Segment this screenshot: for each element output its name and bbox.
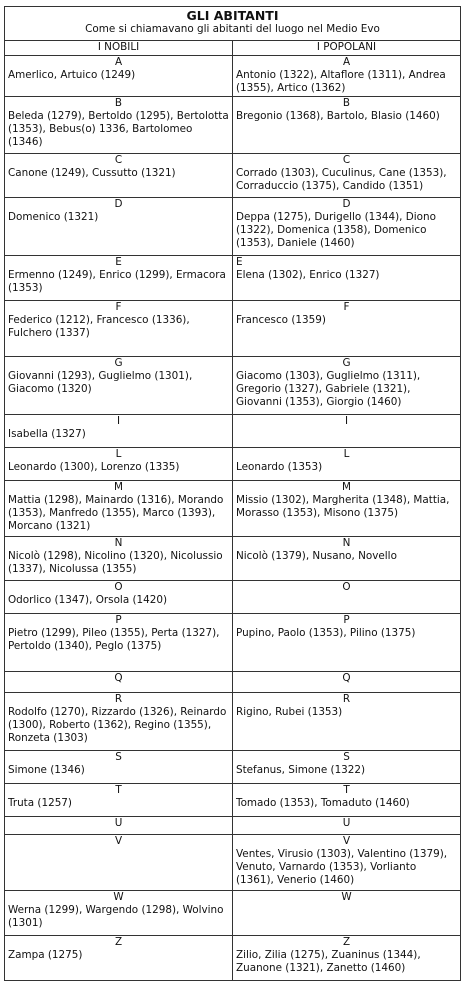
letter-heading: C	[342, 153, 351, 166]
letter-heading: M	[342, 481, 351, 494]
names-list: Leonardo (1353)	[236, 460, 323, 473]
table-row	[5, 356, 461, 414]
nobili-cell	[5, 613, 233, 671]
table-row	[5, 197, 461, 255]
popolani-cell	[233, 356, 461, 414]
names-list: Bregonio (1368), Bartolo, Blasio (1460)	[236, 109, 440, 122]
names-list: Domenico (1321)	[8, 210, 99, 223]
popolani-cell	[233, 935, 461, 980]
letter-heading: R	[114, 693, 123, 706]
names-list: Zampa (1275)	[8, 948, 83, 961]
letter-heading: E	[115, 255, 122, 268]
nobili-cell	[5, 153, 233, 197]
letter-heading: L	[115, 447, 122, 460]
nobili-cell	[5, 96, 233, 153]
letter-heading: D	[114, 197, 123, 210]
names-list: Missio (1302), Margherita (1348), Mattia, Morasso (1353), Misono (1375)	[236, 494, 450, 520]
letter-heading: L	[343, 447, 350, 460]
popolani-cell	[233, 153, 461, 197]
nobili-cell	[5, 693, 233, 751]
table-row	[5, 55, 461, 96]
table-row	[5, 300, 461, 356]
document-title: GLI ABITANTI	[186, 8, 279, 23]
letter-heading: A	[342, 55, 351, 68]
names-list: Ventes, Virusio (1303), Valentino (1379), Venuto, Varnardo (1353), Vorlianto (1361), Venerio (1460)	[236, 848, 448, 886]
names-list: Rodolfo (1270), Rizzardo (1326), Reinardo (1300), Roberto (1362), Regino (1355), Ronzeta (1303)	[8, 706, 227, 745]
names-list: Rigino, Rubei (1353)	[236, 706, 343, 719]
names-list: Zilio, Zilia (1275), Zuaninus (1344), Zuanone (1321), Zanetto (1460)	[236, 948, 421, 974]
table-row	[5, 816, 461, 834]
popolani-cell	[233, 481, 461, 537]
letter-heading: Q	[114, 671, 123, 684]
names-list: Giacomo (1303), Guglielmo (1311), Gregorio (1327), Gabriele (1321), Giovanni (1353), Giorgio (1460)	[236, 369, 421, 408]
names-list: Nicolò (1379), Nusano, Novello	[236, 550, 397, 563]
names-list: Werna (1299), Wargendo (1298), Wolvino (1301)	[8, 904, 224, 930]
column-header-popolani: I POPOLANI	[233, 40, 461, 55]
popolani-cell	[233, 300, 461, 356]
popolani-cell	[233, 671, 461, 692]
nobili-cell	[5, 356, 233, 414]
letter-heading: R	[342, 693, 351, 706]
nobili-cell	[5, 671, 233, 692]
letter-heading: O	[114, 581, 123, 594]
table-row	[5, 537, 461, 581]
table-row	[5, 784, 461, 817]
names-list: Elena (1302), Enrico (1327)	[236, 268, 380, 281]
letter-heading: M	[114, 481, 123, 494]
nobili-cell	[5, 537, 233, 581]
names-document	[4, 6, 461, 981]
popolani-cell	[233, 447, 461, 481]
letter-heading: I	[116, 414, 121, 427]
popolani-cell	[233, 414, 461, 447]
nobili-cell	[5, 300, 233, 356]
letter-heading: G	[114, 356, 123, 369]
letter-heading: B	[114, 96, 123, 109]
names-list: Antonio (1322), Altaflore (1311), Andrea (1355), Artico (1362)	[236, 68, 446, 94]
letter-heading: N	[342, 537, 351, 550]
names-list: Mattia (1298), Mainardo (1316), Morando (1353), Manfredo (1355), Marco (1393), Morcano (1321)	[8, 494, 224, 533]
names-list: Odorlico (1347), Orsola (1420)	[8, 594, 168, 607]
letter-heading: U	[114, 816, 123, 829]
popolani-cell	[233, 891, 461, 936]
popolani-cell	[233, 751, 461, 784]
table-row	[5, 935, 461, 980]
title-cell	[5, 7, 461, 41]
table-row	[5, 447, 461, 481]
letter-heading: A	[114, 55, 123, 68]
letter-heading: P	[343, 613, 350, 626]
names-list: Beleda (1279), Bertoldo (1295), Bertolotta (1353), Bebus(o) 1336, Bartolomeo (1346)	[8, 109, 229, 148]
column-header-row	[5, 40, 461, 55]
popolani-cell	[233, 581, 461, 614]
nobili-cell	[5, 784, 233, 817]
names-list: Pupino, Paolo (1353), Pilino (1375)	[236, 626, 416, 639]
names-list: Tomado (1353), Tomaduto (1460)	[236, 797, 410, 810]
table-row	[5, 481, 461, 537]
table-row	[5, 751, 461, 784]
letter-heading: D	[342, 197, 351, 210]
table-row	[5, 414, 461, 447]
letter-heading: I	[344, 414, 349, 427]
document-subtitle: Come si chiamavano gli abitanti del luogo nel Medio Evo	[85, 23, 380, 35]
letter-heading: Z	[114, 935, 123, 948]
letter-heading: N	[114, 537, 123, 550]
popolani-cell	[233, 255, 461, 300]
nobili-cell	[5, 581, 233, 614]
title-row	[5, 7, 461, 41]
names-table	[4, 6, 461, 981]
letter-heading: W	[341, 891, 352, 904]
names-list: Simone (1346)	[8, 764, 85, 777]
names-list: Leonardo (1300), Lorenzo (1335)	[8, 460, 180, 473]
letter-heading: T	[343, 784, 350, 797]
letter-heading: V	[114, 835, 123, 847]
table-row	[5, 581, 461, 614]
table-row	[5, 96, 461, 153]
popolani-cell	[233, 537, 461, 581]
nobili-cell	[5, 481, 233, 537]
letter-heading: F	[115, 300, 122, 313]
letter-heading: O	[342, 581, 351, 594]
table-row	[5, 255, 461, 300]
letter-heading: Q	[342, 671, 351, 684]
table-row	[5, 613, 461, 671]
nobili-cell	[5, 935, 233, 980]
letter-heading: W	[113, 891, 124, 904]
nobili-cell	[5, 751, 233, 784]
nobili-cell	[5, 816, 233, 834]
names-list: Giovanni (1293), Guglielmo (1301), Giacomo (1320)	[8, 369, 193, 395]
names-list: Deppa (1275), Durigello (1344), Diono (1322), Domenica (1358), Domenico (1353), Daniele (1460)	[236, 210, 436, 249]
popolani-cell	[233, 96, 461, 153]
popolani-cell	[233, 835, 461, 891]
letter-heading: G	[342, 356, 351, 369]
names-list: Stefanus, Simone (1322)	[236, 764, 366, 777]
nobili-cell	[5, 414, 233, 447]
nobili-cell	[5, 835, 233, 891]
letter-heading: Z	[342, 935, 351, 948]
names-list: Francesco (1359)	[236, 313, 326, 326]
table-row	[5, 153, 461, 197]
names-list: Corrado (1303), Cuculinus, Cane (1353), Corraduccio (1375), Candido (1351)	[236, 166, 447, 192]
letter-heading: S	[115, 751, 122, 764]
letter-heading: F	[343, 300, 350, 313]
letter-heading: V	[342, 835, 351, 847]
table-row	[5, 835, 461, 891]
popolani-cell	[233, 784, 461, 817]
column-header-nobili: I NOBILI	[5, 40, 233, 55]
names-list: Canone (1249), Cussutto (1321)	[8, 166, 176, 179]
popolani-cell	[233, 55, 461, 96]
letter-heading: S	[343, 751, 350, 764]
letter-heading: U	[342, 816, 351, 829]
names-list: Federico (1212), Francesco (1336), Fulchero (1337)	[8, 313, 190, 339]
names-list: Ermenno (1249), Enrico (1299), Ermacora (1353)	[8, 268, 226, 294]
names-list: Amerlico, Artuico (1249)	[8, 68, 136, 81]
letter-heading: B	[342, 96, 351, 109]
names-list: Pietro (1299), Pileo (1355), Perta (1327), Pertoldo (1340), Peglo (1375)	[8, 626, 220, 652]
popolani-cell	[233, 693, 461, 751]
letter-heading: E	[236, 255, 243, 268]
nobili-cell	[5, 197, 233, 255]
table-row	[5, 693, 461, 751]
names-list: Isabella (1327)	[8, 427, 86, 440]
table-row	[5, 891, 461, 936]
letter-heading: C	[114, 153, 123, 166]
nobili-cell	[5, 447, 233, 481]
letter-heading: P	[115, 613, 122, 626]
popolani-cell	[233, 816, 461, 834]
popolani-cell	[233, 613, 461, 671]
table-row	[5, 671, 461, 692]
nobili-cell	[5, 255, 233, 300]
names-list: Truta (1257)	[8, 797, 72, 810]
nobili-cell	[5, 891, 233, 936]
popolani-cell	[233, 197, 461, 255]
names-list: Nicolò (1298), Nicolino (1320), Nicolussio (1337), Nicolussa (1355)	[8, 550, 223, 576]
letter-heading: T	[115, 784, 122, 797]
nobili-cell	[5, 55, 233, 96]
